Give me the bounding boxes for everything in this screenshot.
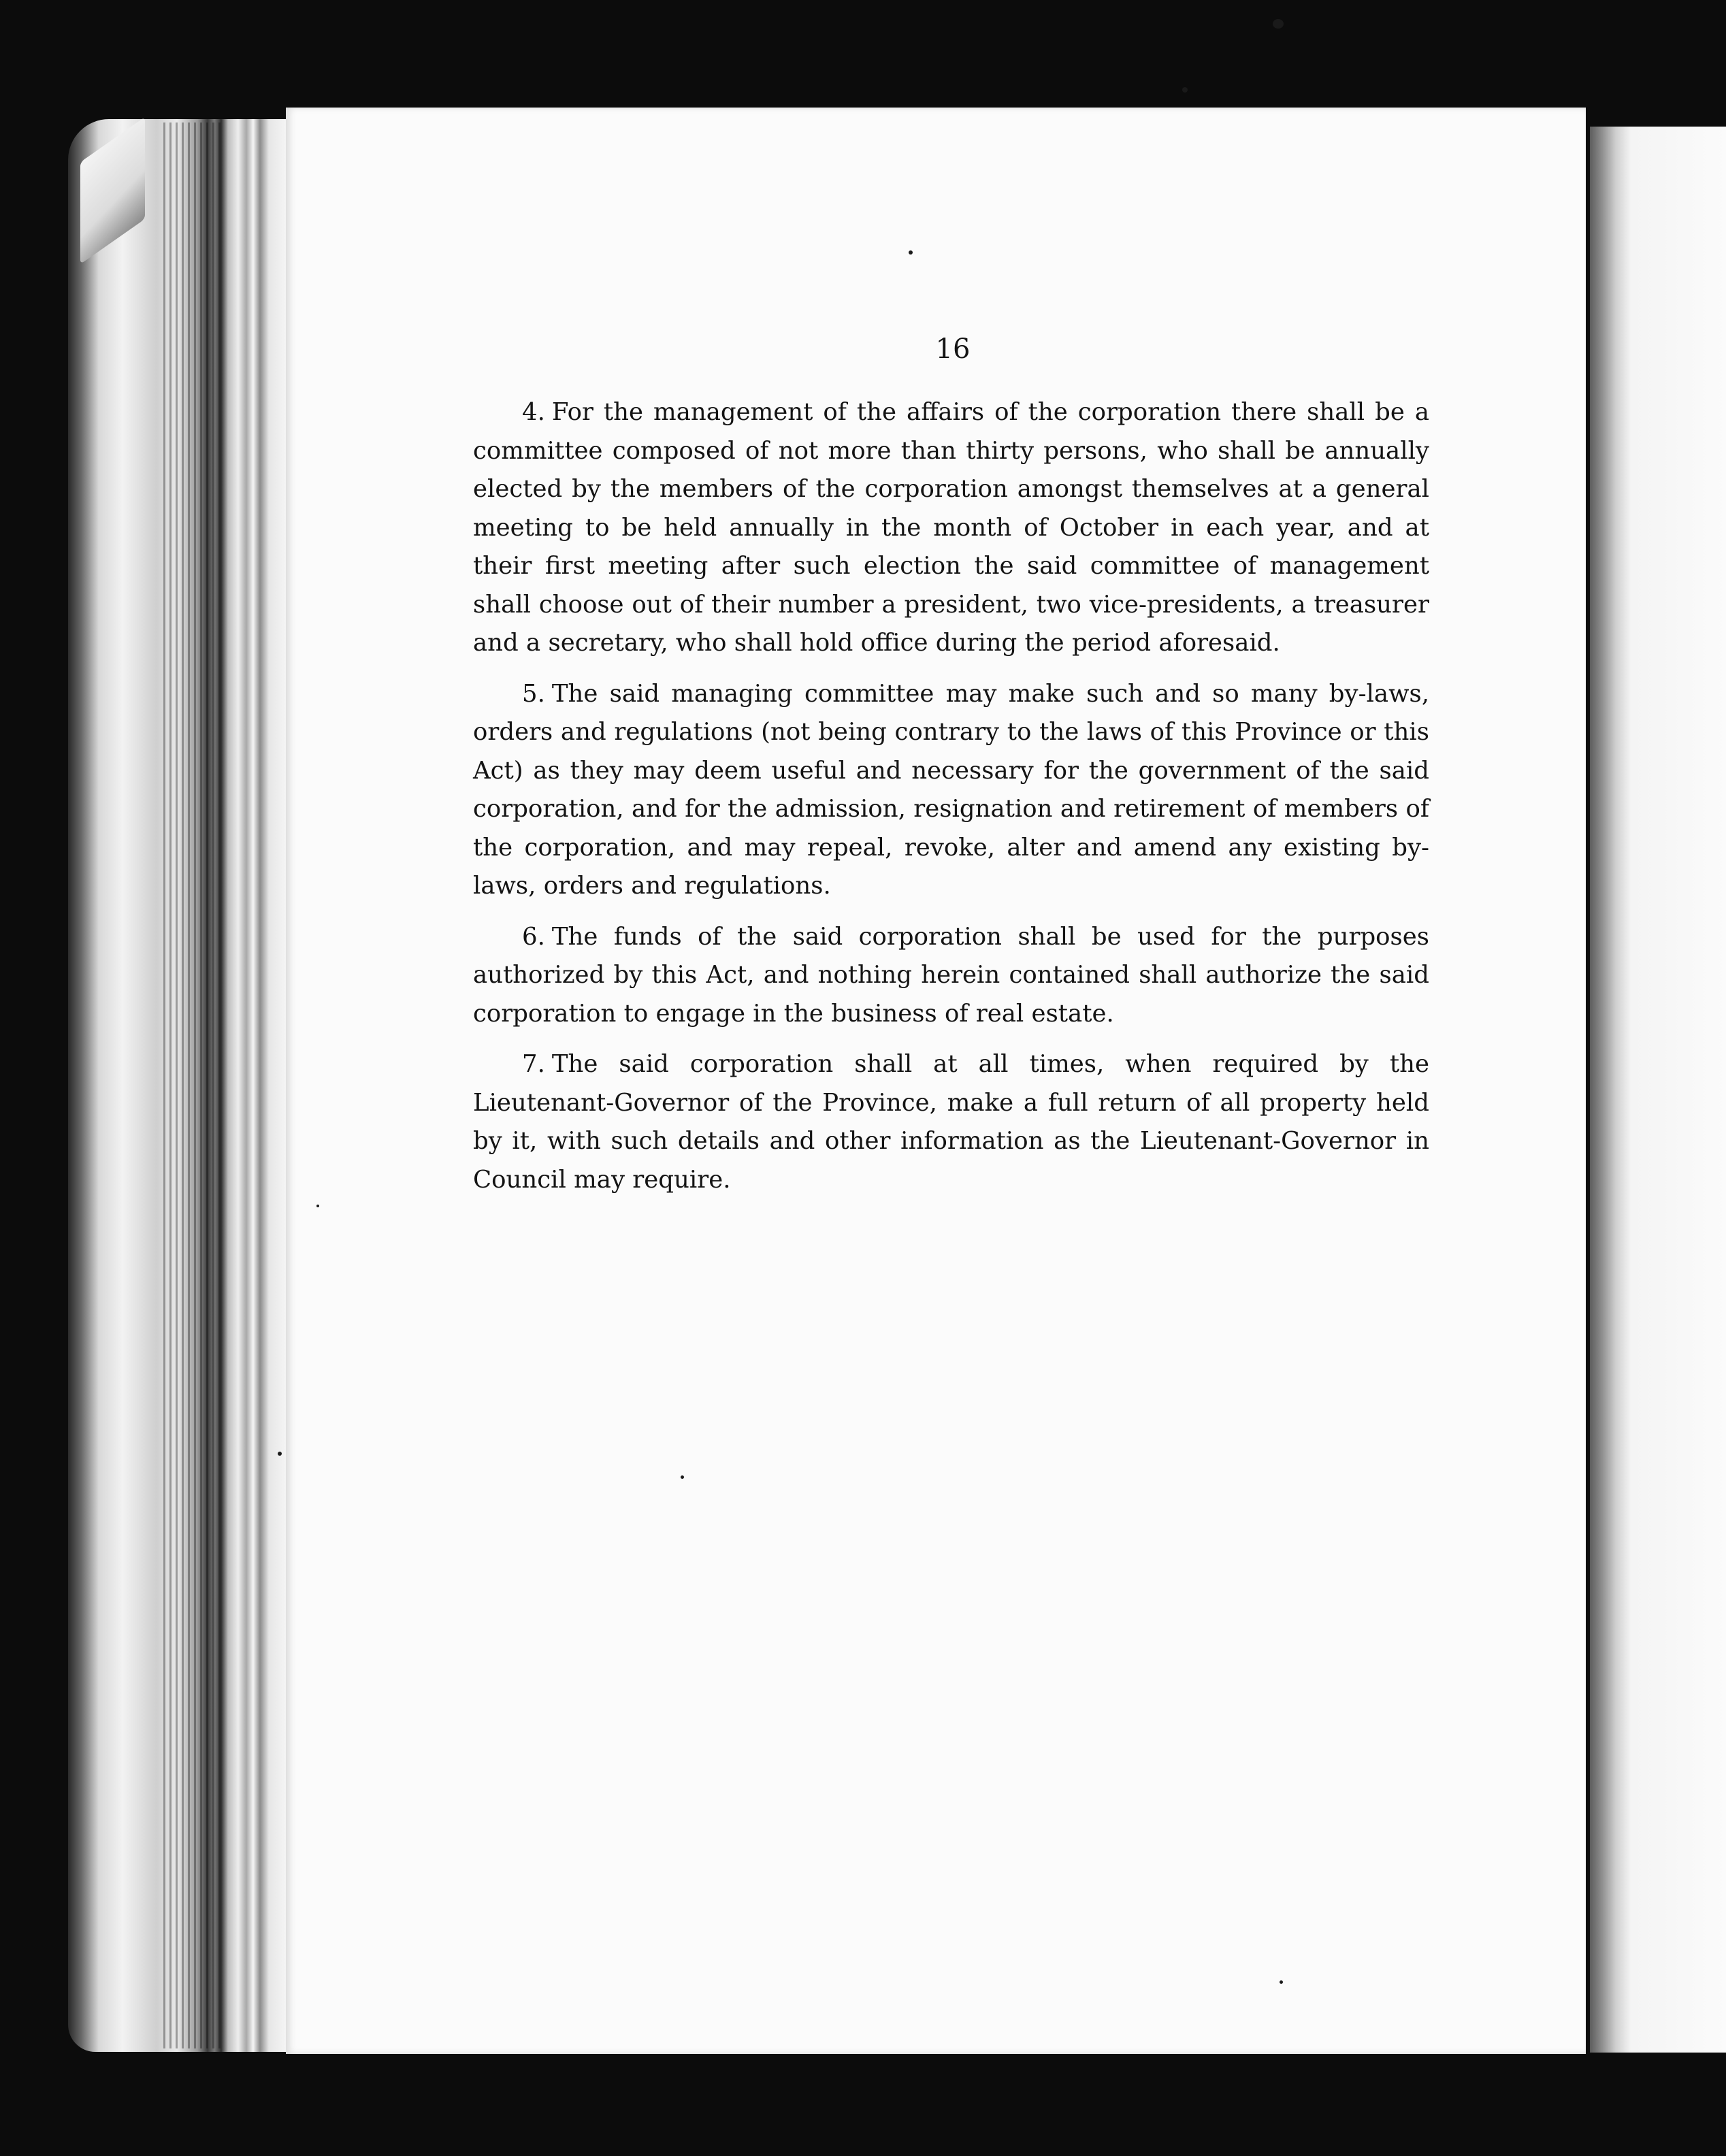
section-text: The said corporation shall at all times, when required by the Lieutenant-Governor of the Province, make a full return of all property held by it, with such details and other information as the Lieutenant-Governor in Council may require.: [473, 1050, 1429, 1194]
section-4: [473, 393, 1429, 663]
section-5: [473, 675, 1429, 906]
dust-speck: [1273, 19, 1284, 29]
section-6: [473, 918, 1429, 1034]
dust-speck: [278, 1452, 282, 1456]
section-text: The funds of the said corporation shall be used for the purposes authorized by this Act, and nothing herein contained shall authorize the said corporation to engage in the business of real estate.: [473, 922, 1429, 1028]
section-number: 4.: [522, 398, 545, 426]
section-text: The said managing committee may make such and so many by-laws, orders and regulations (not being contrary to the laws of this Province or this Act) as they may deem useful and necessary for the government of the said corporation, and for the admission, resignation and retirement of members of the corporation, and may repeal, revoke, alter and amend any existing by-laws, orders and regulations.: [473, 679, 1429, 900]
dust-speck: [681, 1475, 684, 1479]
dust-speck: [909, 250, 913, 255]
page-body-text: [473, 393, 1429, 1211]
page-number: 16: [935, 333, 971, 365]
section-text: For the management of the affairs of the corporation there shall be a committee composed of not more than thirty persons, who shall be annually elected by the members of the corporation amongst themselves at a general meeting to be held annually in the month of October in each year, and at their first meeting after such election the said committee of management shall choose out of their number a president, two vice-presidents, a treasurer and a secretary, who shall hold office during the period aforesaid.: [473, 398, 1429, 657]
section-number: 7.: [522, 1050, 545, 1078]
section-number: 5.: [522, 679, 545, 708]
section-number: 6.: [522, 922, 545, 951]
section-7: [473, 1045, 1429, 1199]
page-edge-lines: [163, 122, 225, 2048]
facing-page-edge: [1590, 127, 1726, 2053]
dust-speck: [316, 1205, 319, 1207]
dust-speck: [1182, 87, 1188, 93]
dust-speck: [1280, 1980, 1283, 1984]
